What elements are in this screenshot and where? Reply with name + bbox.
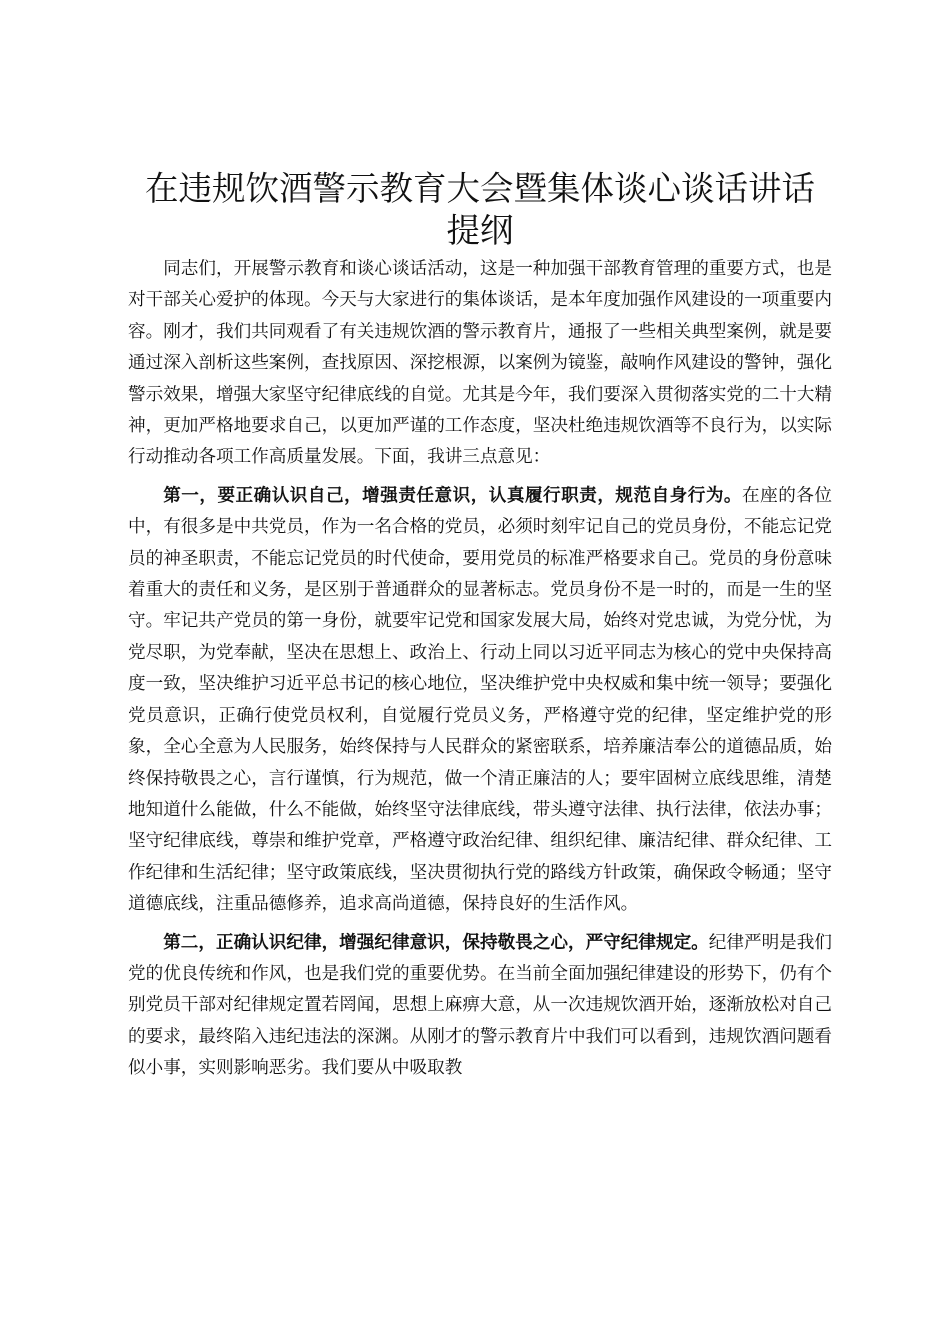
section-1-paragraph xyxy=(128,480,832,921)
intro-paragraph: 同志们，开展警示教育和谈心谈话活动，这是一种加强干部教育管理的重要方式，也是对干部关心爱护的体现。今天与大家进行的集体谈话，是本年度加强作风建设的一项重要内容。刚才，我们共同观看了有关违规饮酒的警示教育片，通报了一些相关典型案例，就是要通过深入剖析这些案例，查找原因、深挖根源，以案例为镜鉴，敲响作风建设的警钟，强化警示效果，增强大家坚守纪律底线的自觉。尤其是今年，我们要深入贯彻落实党的二十大精神，更加严格地要求自己，以更加严谨的工作态度，坚决杜绝违规饮酒等不良行为，以实际行动推动各项工作高质量发展。下面，我讲三点意见： xyxy=(128,259,832,468)
document-title xyxy=(128,168,832,252)
section-2-body: 纪律严明是我们党的优良传统和作风，也是我们党的重要优势。在当前全面加强纪律建设的形势下，仍有个别党员干部对纪律规定置若罔闻，思想上麻痹大意，从一次违规饮酒开始，逐渐放松对自己的要求，最终陷入违纪违法的深渊。从刚才的警示教育片中我们可以看到，违规饮酒问题看似小事，实则影响恶劣。我们要从中吸取教 xyxy=(128,932,832,1079)
section-2-lead: 第二，正确认识纪律，增强纪律意识，保持敬畏之心，严守纪律规定。 xyxy=(163,931,709,953)
section-1-lead: 第一，要正确认识自己，增强责任意识，认真履行职责，规范自身行为。 xyxy=(163,484,743,506)
section-1-body: 在座的各位中，有很多是中共党员，作为一名合格的党员，必须时刻牢记自己的党员身份，不能忘记党员的神圣职责，不能忘记党员的时代使命，要用党员的标准严格要求自己。党员的身份意味着重大的责任和义务，是区别于普通群众的显著标志。党员身份不是一时的，而是一生的坚守。牢记共产党员的第一身份，就要牢记党和国家发展大局，始终对党忠诚，为党分忧，为党尽职，为党奉献，坚决在思想上、政治上、行动上同以习近平同志为核心的党中央保持高度一致，坚决维护习近平总书记的核心地位，坚决维护党中央权威和集中统一领导；要强化党员意识，正确行使党员权利，自觉履行党员义务，严格遵守党的纪律，坚定维护党的形象，全心全意为人民服务，始终保持与人民群众的紧密联系，培养廉洁奉公的道德品质，始终保持敬畏之心，言行谨慎，行为规范，做一个清正廉洁的人；要牢固树立底线思维，清楚地知道什么能做，什么不能做，始终坚守法律底线，带头遵守法律、执行法律，依法办事；坚守纪律底线，尊崇和维护党章，严格遵守政治纪律、组织纪律、廉洁纪律、群众纪律、工作纪律和生活纪律；坚守政策底线，坚决贯彻执行党的路线方针政策，确保政令畅通；坚守道德底线，注重品德修养，追求高尚道德，保持良好的生活作风。 xyxy=(128,485,832,915)
document-page xyxy=(128,168,832,1085)
title-line-1: 在违规饮酒警示教育大会暨集体谈心谈话讲话 xyxy=(145,169,815,208)
title-line-2: 提纲 xyxy=(446,211,514,250)
section-2-paragraph xyxy=(128,927,832,1085)
